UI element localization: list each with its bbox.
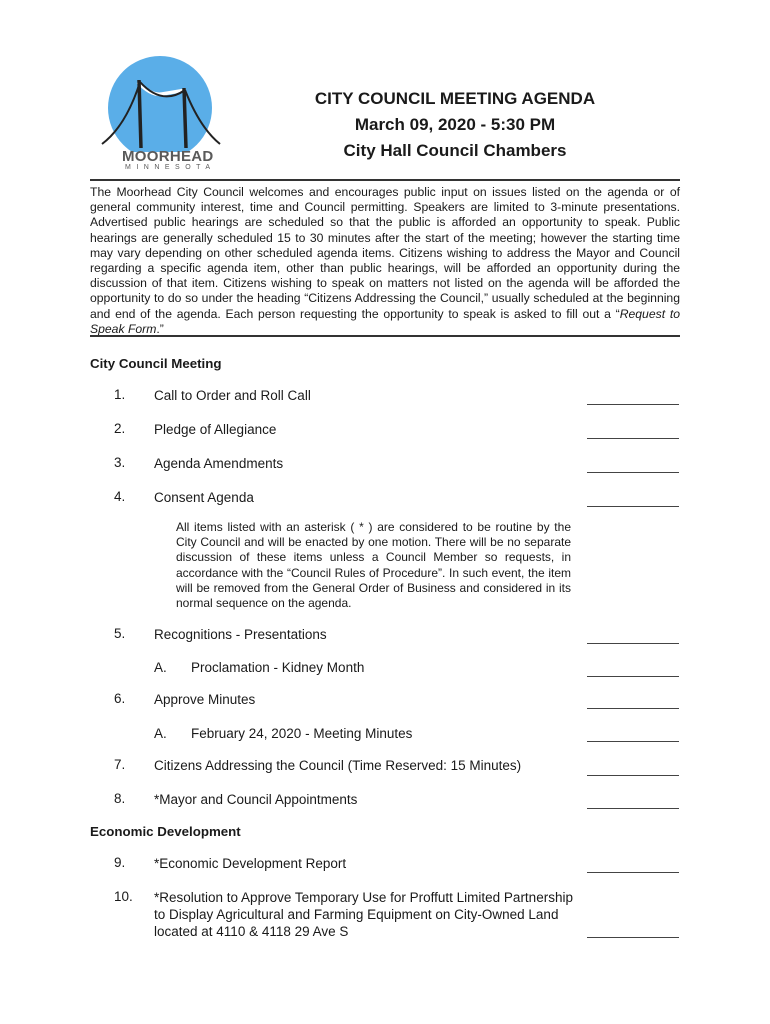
- item-number: 6.: [114, 691, 126, 706]
- item-number: 2.: [114, 421, 126, 436]
- consent-agenda-note: All items listed with an asterisk ( * ) are considered to be routine by the City Council and will be enacted by one motion. There will be no separate discussion of these items unless a Council Member so requests, in accordance with the “Council Rules of Procedure”. In such event, the item will be removed from the General Order of Business and considered in its normal sequence on the agenda.: [176, 520, 571, 611]
- section-economic-development: Economic Development: [90, 824, 241, 839]
- subitem-text: Proclamation - Kidney Month: [191, 660, 365, 675]
- item-blank-line: [587, 506, 679, 507]
- item-text: Approve Minutes: [154, 692, 256, 707]
- subitem-letter: A.: [154, 726, 167, 741]
- item-text: Call to Order and Roll Call: [154, 388, 311, 403]
- intro-paragraph: [90, 185, 680, 337]
- item-number: 4.: [114, 489, 126, 504]
- logo-name: MOORHEAD: [122, 148, 214, 165]
- item-number: 5.: [114, 626, 126, 641]
- item-blank-line: [587, 472, 679, 473]
- meeting-location: City Hall Council Chambers: [343, 141, 567, 160]
- item-number: 3.: [114, 455, 126, 470]
- logo-subtitle: MINNESOTA: [125, 164, 216, 171]
- item-text: Consent Agenda: [154, 490, 254, 505]
- top-divider: [90, 179, 680, 181]
- agenda-header: [260, 86, 650, 164]
- item-text: Pledge of Allegiance: [154, 422, 277, 437]
- intro-text: The Moorhead City Council welcomes and encourages public input on issues listed on the agenda or of general community interest, time and Council permitting. Speakers are limited to 3-minute presentations. Advertised public hearings are scheduled so that the public is afforded an opportunity to speak. Public hearings are generally scheduled 15 to 30 minutes after the start of the meeting; however the starting time may vary depending on other scheduled agenda items. Citizens wishing to address the Mayor and Council regarding a specific agenda item, other than public hearings, will be afforded an opportunity during the discussion of that item. Citizens wishing to speak on matters not listed on the agenda will be afforded the opportunity to do so under the heading “Citizens Addressing the Council,” usually scheduled at the beginning and end of the agenda. Each person requesting the opportunity to speak is asked to fill out a “: [90, 185, 680, 321]
- item-blank-line: [587, 438, 679, 439]
- subitem-letter: A.: [154, 660, 167, 675]
- item-blank-line: [587, 937, 679, 938]
- item-blank-line: [587, 643, 679, 644]
- item-number: 7.: [114, 757, 126, 772]
- intro-divider: [90, 335, 680, 337]
- item-blank-line: [587, 741, 679, 742]
- item-text: Agenda Amendments: [154, 456, 284, 471]
- request-form-name: Request to Speak Form: [90, 306, 680, 336]
- item-blank-line: [587, 404, 679, 405]
- item-number: 1.: [114, 387, 126, 402]
- agenda-title: CITY COUNCIL MEETING AGENDA: [314, 89, 596, 108]
- item-number: 8.: [114, 791, 126, 806]
- item-text: Citizens Addressing the Council (Time Reserved: 15 Minutes): [154, 758, 522, 773]
- item-text: *Mayor and Council Appointments: [154, 792, 358, 807]
- item-number: 9.: [114, 855, 126, 870]
- moorhead-logo: [96, 56, 226, 174]
- item-blank-line: [587, 872, 679, 873]
- item-blank-line: [587, 676, 679, 677]
- item-number: 10.: [114, 889, 133, 904]
- subitem-text: February 24, 2020 - Meeting Minutes: [191, 726, 413, 741]
- intro-text-end: .”: [156, 321, 164, 336]
- item-text: *Resolution to Approve Temporary Use for Proffutt Limited Partnership to Display Agricultural and Farming Equipment on City-Owned Land located at 4110 & 4118 29 Ave S: [154, 890, 573, 939]
- item-blank-line: [587, 708, 679, 709]
- item-text: Recognitions - Presentations: [154, 627, 327, 642]
- meeting-date: March 09, 2020 - 5:30 PM: [354, 115, 556, 134]
- item-blank-line: [587, 775, 679, 776]
- item-blank-line: [587, 808, 679, 809]
- item-text: *Economic Development Report: [154, 856, 347, 871]
- section-city-council-meeting: City Council Meeting: [90, 356, 222, 371]
